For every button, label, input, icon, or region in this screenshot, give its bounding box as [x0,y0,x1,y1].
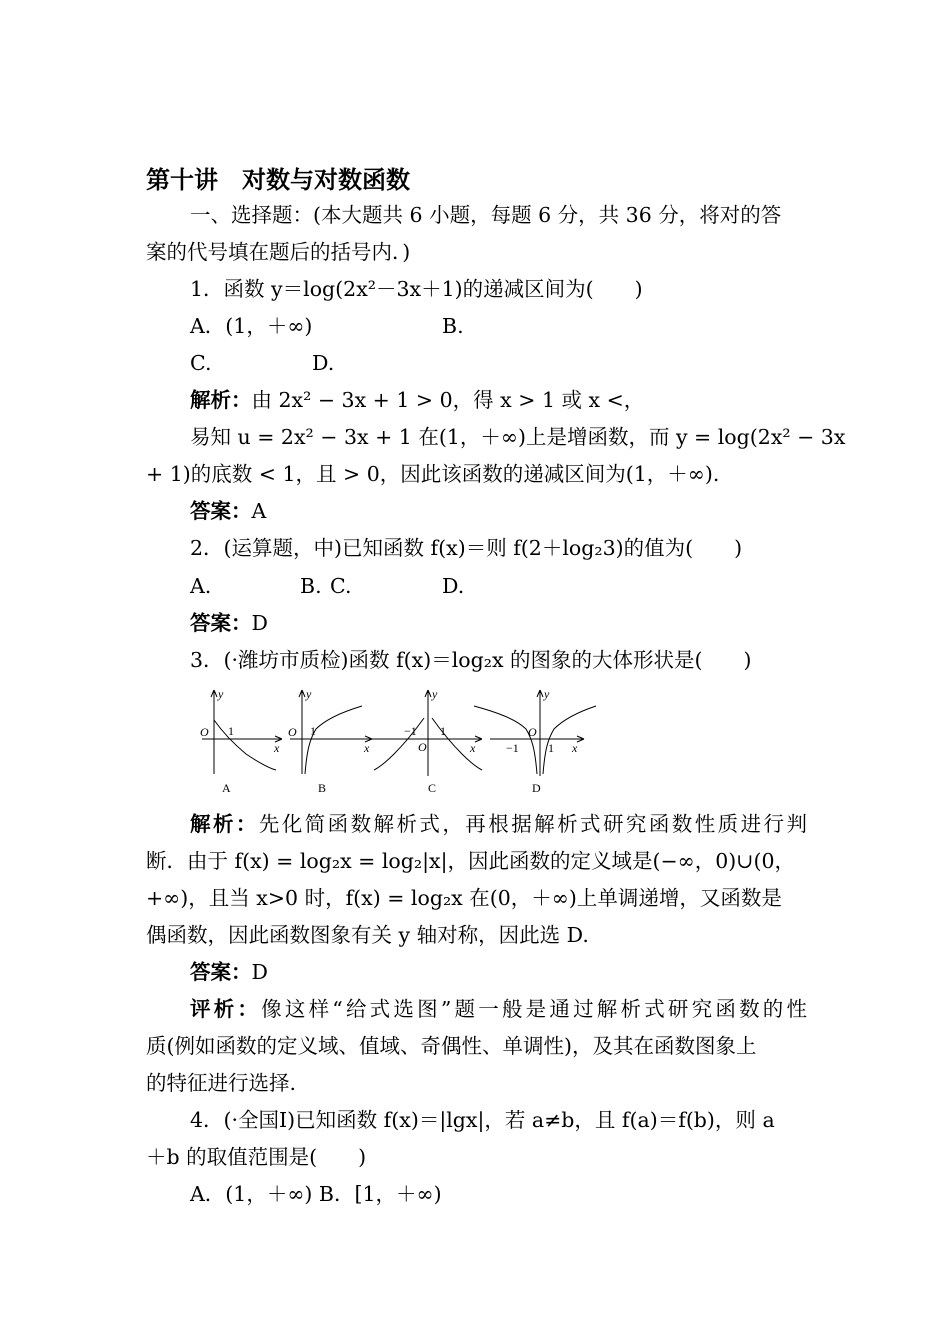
graph-c-one-tick: 1 [440,724,446,738]
q1-solution-line2: 易知 u = 2x² − 3x + 1 在(1，＋∞)上是增函数，而 y = log(2x² − 3x [190,425,846,449]
graph-b-y-label: y [306,687,312,701]
graph-d-curve-left [474,706,537,774]
graph-a-caption: A [222,781,231,795]
graph-a-origin: O [200,725,209,739]
q3-solution-line2: 断．由于 f(x) = log₂x = log₂|x|，因此函数的定义域是(−∞，0)∪(0， [146,849,796,873]
q1-option-b: B. [442,314,464,338]
q3-comment-line1 [190,995,807,1023]
graph-c-origin: O [418,740,427,754]
graph-a-curve [214,720,276,770]
q1-answer [190,497,807,525]
graph-d-y-label: y [544,687,550,701]
q2-answer-label: 答案： [190,611,252,635]
q1-solution-label: 解析： [190,388,252,412]
section-heading-line2: 案的代号填在题后的括号内．) [146,240,411,264]
graph-d-caption: D [532,781,541,795]
graph-b-one-tick: 1 [310,724,316,738]
q2-option-a: A. [190,574,212,598]
q3-answer [190,958,807,986]
q2-option-d: D. [442,574,465,598]
graph-a-x-label: x [274,741,280,755]
q3-solution-line3: +∞)，且当 x>0 时，f(x) = log₂x 在(0，＋∞)上单调递增，又函数是 [146,886,782,910]
q4-stem-line2: ＋b 的取值范围是( ) [146,1145,367,1169]
graph-a-y-label: y [218,687,224,701]
q2-answer [190,609,807,637]
graph-d-one-tick: 1 [548,741,554,755]
q1-answer-label: 答案： [190,499,252,523]
q4-stem-line1: 4．(·全国Ⅰ)已知函数 f(x)＝|lgx|，若 a≠b，且 f(a)＝f(b)，则 a [190,1108,775,1132]
graph-d-x-label: x [572,741,578,755]
graph-b [290,690,372,774]
graph-c-x-label: x [470,741,476,755]
graph-c-caption: C [428,781,437,795]
graph-a-one-tick: 1 [228,724,234,738]
q2-option-b: B. [300,574,322,598]
q4-options: A．(1，＋∞) B．[1，＋∞) [190,1182,442,1206]
q1-option-d: D. [312,351,335,375]
graph-b-caption: B [318,781,327,795]
graph-c [370,690,482,776]
graph-d-curve-right [543,706,596,774]
q2-answer-value: D [251,611,268,635]
graph-c-y-label: y [432,687,438,701]
lecture-title: 第十讲 对数与对数函数 [146,165,410,194]
section-heading-line1: 一、选择题：(本大题共 6 小题，每题 6 分，共 36 分，将对的答 [190,203,782,227]
q1-answer-value: A [251,499,267,523]
q3-solution-label: 解析： [190,812,259,836]
graph-a [202,690,282,774]
q1-stem: 1．函数 y＝log(2x²－3x＋1)的递减区间为( ) [190,277,643,301]
q1-solution-text1: 由 2x² − 3x + 1 > 0，得 x > 1 或 x <， [251,388,645,412]
q3-comment-line2: 质(例如函数的定义域、值域、奇偶性、单调性)，及其在函数图象上 [146,1034,757,1058]
q1-option-a: A．(1，＋∞) [190,314,313,338]
q1-solution-line3: + 1)的底数 < 1，且 > 0，因此该函数的递减区间为(1，＋∞). [146,462,720,486]
graph-b-x-label: x [364,741,370,755]
q1-option-c: C. [190,351,212,375]
q3-solution-line1 [190,810,807,838]
q3-stem: 3．(·潍坊市质检)函数 f(x)＝log₂x 的图象的大体形状是( ) [190,648,752,672]
q3-solution-line4: 偶函数，因此函数图象有关 y 轴对称，因此选 D. [146,923,589,947]
graph-b-curve [305,706,362,774]
q3-answer-label: 答案： [190,960,252,984]
q3-comment-line3: 的特征进行选择. [146,1071,297,1095]
q2-stem: 2．(运算题，中)已知函数 f(x)＝则 f(2＋log₂3)的值为( ) [190,536,743,560]
graph-b-origin: O [288,725,297,739]
graph-d-neg-one-tick: −1 [506,741,519,755]
graph-d-origin: O [528,725,537,739]
q3-comment-label: 评析： [190,997,262,1021]
q3-comment-text1: 像这样“给式选图”题一般是通过解析式研究函数的性 [261,997,807,1021]
q3-option-graphs [190,684,610,798]
q2-option-c: C. [330,574,352,598]
q3-answer-value: D [251,960,268,984]
graph-c-neg-one-tick: −1 [404,724,417,738]
q1-solution-line1 [190,386,807,414]
q3-solution-text1: 先化简函数解析式，再根据解析式研究函数性质进行判 [258,812,807,836]
